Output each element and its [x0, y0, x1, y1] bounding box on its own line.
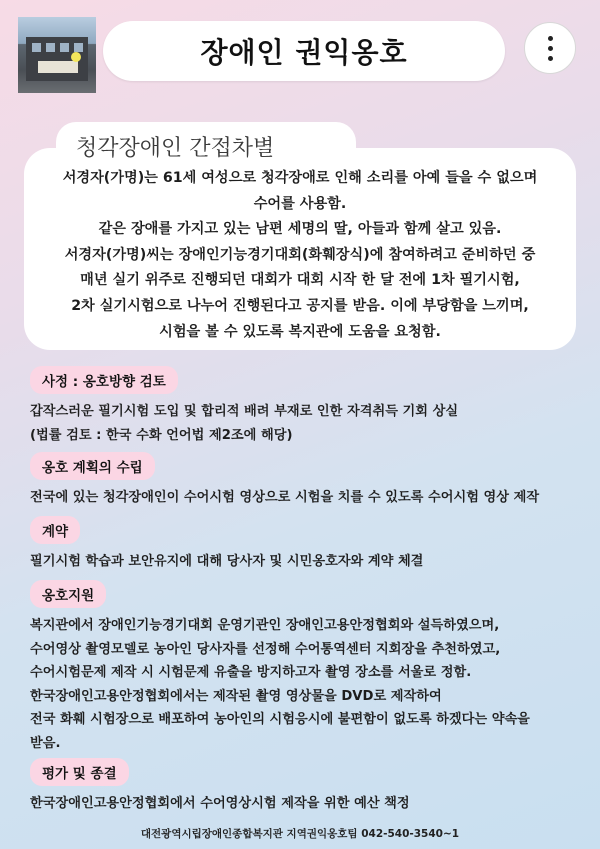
section-line: 전국 화훼 시험장으로 배포하여 농아인의 시험응시에 불편함이 없도록 하겠다는 약속을 [30, 712, 530, 728]
case-description [24, 166, 576, 345]
section-evaluation [30, 758, 590, 816]
section-line: (법률 검토 : 한국 수화 언어법 제2조에 해당) [30, 427, 293, 443]
case-line: 수어를 사용함. [253, 195, 347, 212]
section-advocacy-support [30, 580, 590, 756]
section-contract [30, 516, 590, 574]
section-body [30, 486, 590, 510]
case-line: 서경자(가명)는 61세 여성으로 청각장애로 인해 소리를 아예 들을 수 없으며 [62, 170, 538, 186]
section-assessment [30, 366, 590, 447]
section-plan [30, 452, 590, 510]
building-photo-thumbnail[interactable] [18, 17, 96, 93]
section-body [30, 614, 590, 756]
section-body [30, 400, 590, 447]
more-options-button[interactable] [524, 22, 576, 74]
section-line: 수어영상 촬영모델로 농아인 당사자를 선정해 수어통역센터 지회장을 추천하였고, [30, 641, 501, 657]
section-body [30, 550, 590, 574]
section-line: 한국장애인고용안정협회에서 수어영상시험 제작을 위한 예산 책정 [30, 796, 410, 811]
building-sign [38, 61, 78, 73]
footer-contact: 대전광역시립장애인종합복지관 지역권익옹호팀 042-540-3540~1 [140, 828, 460, 840]
section-line: 한국장애인고용안정협회에서는 제작된 촬영 영상물을 DVD로 제작하여 [30, 688, 442, 704]
header [0, 0, 600, 100]
sign-light [71, 52, 81, 62]
case-line: 매년 실기 위주로 진행되던 대회가 대회 시작 한 달 전에 1차 필기시험, [80, 272, 520, 289]
section-line: 받음. [30, 735, 61, 751]
section-badge: 옹호 계획의 수립 [30, 452, 155, 480]
section-badge: 평가 및 종결 [30, 758, 129, 786]
section-line: 전국에 있는 청각장애인이 수어시험 영상으로 시험을 치를 수 있도록 수어시험 영상 제작 [30, 490, 540, 505]
page-title: 장애인 권익옹호 [200, 36, 408, 69]
section-line: 복지관에서 장애인기능경기대회 운영기관인 장애인고용안정협회와 설득하였으며, [30, 618, 500, 633]
case-line: 시험을 볼 수 있도록 복지관에 도움을 요청함. [159, 323, 441, 340]
section-line: 갑작스러운 필기시험 도입 및 합리적 배려 부재로 인한 자격취득 기회 상실 [30, 404, 459, 419]
section-body [30, 792, 590, 816]
section-badge: 계약 [30, 516, 80, 544]
case-line: 2차 실기시험으로 나누어 진행된다고 공지를 받음. 이에 부당함을 느끼며, [71, 297, 529, 314]
case-title: 청각장애인 간접차별 [76, 136, 275, 161]
section-line: 필기시험 학습과 보안유지에 대해 당사자 및 시민옹호자와 계약 체결 [30, 554, 424, 569]
section-badge: 옹호지원 [30, 580, 106, 608]
case-line: 서경자(가명)씨는 장애인기능경기대회(화훼장식)에 참여하려고 준비하던 중 [64, 246, 536, 263]
case-line: 같은 장애를 가지고 있는 남편 세명의 딸, 아들과 함께 살고 있음. [98, 221, 502, 238]
page-title-pill [103, 21, 505, 81]
section-badge: 사정 : 옹호방향 검토 [30, 366, 178, 394]
more-vertical-icon [548, 36, 553, 41]
section-line: 수어시험문제 제작 시 시험문제 유출을 방지하고자 촬영 장소를 서울로 정함. [30, 665, 472, 681]
